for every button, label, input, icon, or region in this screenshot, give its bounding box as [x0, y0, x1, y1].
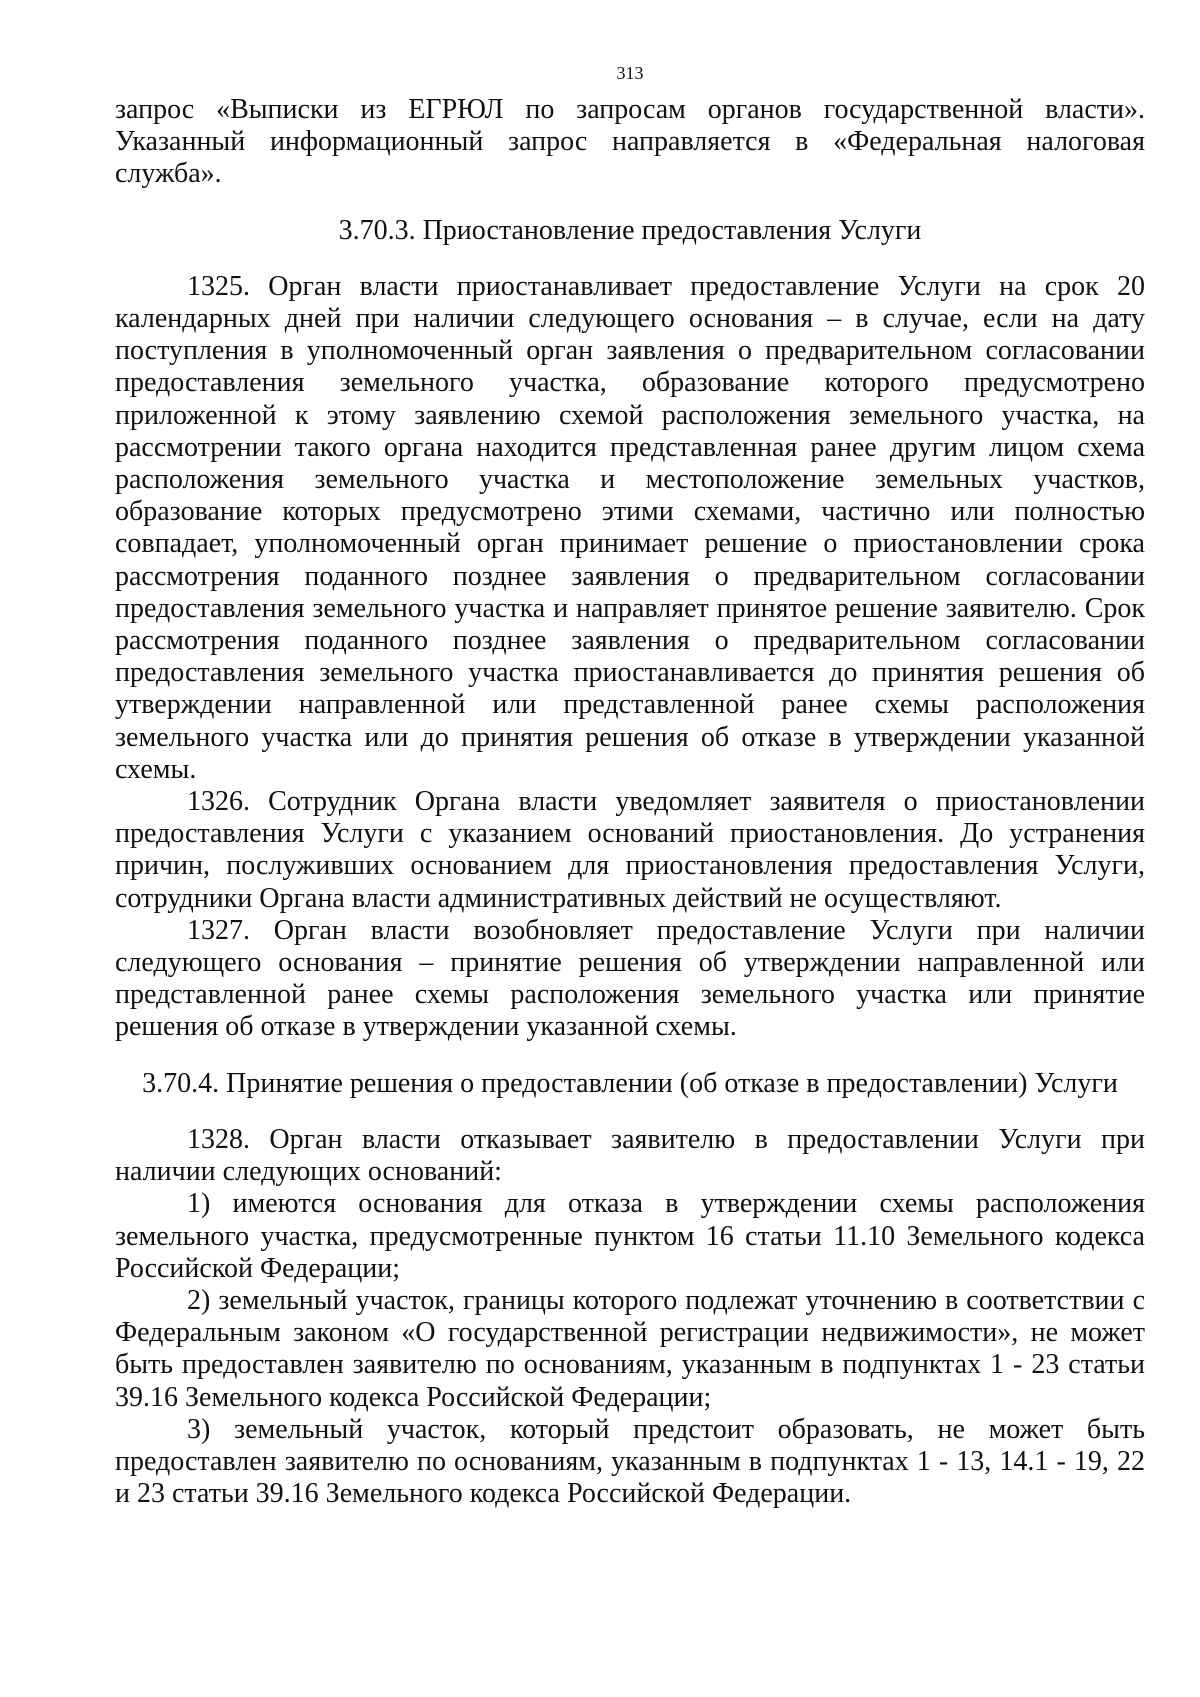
list-item-1: 1) имеются основания для отказа в утверждении схемы расположения земельного участка, предусмотренные пунктом 16 статьи 11.10 Земельного кодекса Российской Федерации;	[115, 1188, 1145, 1284]
section-heading-decision: 3.70.4. Принятие решения о предоставлении (об отказе в предоставлении) Услуги	[142, 1067, 1118, 1099]
intro-paragraph: запрос «Выписки из ЕГРЮЛ по запросам органов государственной власти». Указанный информационный запрос направляется в «Федеральная налоговая служба».	[115, 94, 1145, 190]
paragraph-1326: 1326. Сотрудник Органа власти уведомляет заявителя о приостановлении предоставления Услуги с указанием оснований приостановления. До устранения причин, послуживших основанием для приостановления предоставления Услуги, сотрудники Органа власти административных действий не осуществляют.	[115, 786, 1145, 914]
document-page	[115, 62, 1145, 1510]
page-number: 313	[616, 63, 644, 83]
list-item-2: 2) земельный участок, границы которого подлежат уточнению в соответствии с Федеральным законом «О государственной регистрации недвижимости», не может быть предоставлен заявителю по основаниям, указанным в подпунктах 1 - 23 статьи 39.16 Земельного кодекса Российской Федерации;	[115, 1284, 1145, 1413]
list-item-3: 3) земельный участок, который предстоит образовать, не может быть предоставлен заявителю по основаниям, указанным в подпунктах 1 - 13, 14.1 - 19, 22 и 23 статьи 39.16 Земельного кодекса Российской Федерации.	[115, 1413, 1145, 1510]
paragraph-1325: 1325. Орган власти приостанавливает предоставление Услуги на срок 20 календарных дней при наличии следующего основания – в случае, если на дату поступления в уполномоченный орган заявления о предварительном согласовании предоставления земельного участка, образование которого предусмотрено приложенной к этому заявлению схемой расположения земельного участка, на рассмотрении такого органа находится представленная ранее другим лицом схема расположения земельного участка и местоположение земельных участков, образование которых предусмотрено этими схемами, частично или полностью совпадает, уполномоченный орган принимает решение о приостановлении срока рассмотрения поданного позднее заявления о предварительном согласовании предоставления земельного участка и направляет принятое решение заявителю. Срок рассмотрения поданного позднее заявления о предварительном согласовании предоставления земельного участка приостанавливается до принятия решения об утверждении направленной или представленной ранее схемы расположения земельного участка или до принятия решения об отказе в утверждении указанной схемы.	[115, 270, 1145, 785]
paragraph-1327: 1327. Орган власти возобновляет предоставление Услуги при наличии следующего основания – принятие решения об утверждении направленной или представленной ранее схемы расположения земельного участка или принятие решения об отказе в утверждении указанной схемы.	[115, 914, 1145, 1043]
section-heading-suspension: 3.70.3. Приостановление предоставления Услуги	[338, 214, 922, 246]
paragraph-1328: 1328. Орган власти отказывает заявителю в предоставлении Услуги при наличии следующих оснований:	[115, 1123, 1145, 1188]
